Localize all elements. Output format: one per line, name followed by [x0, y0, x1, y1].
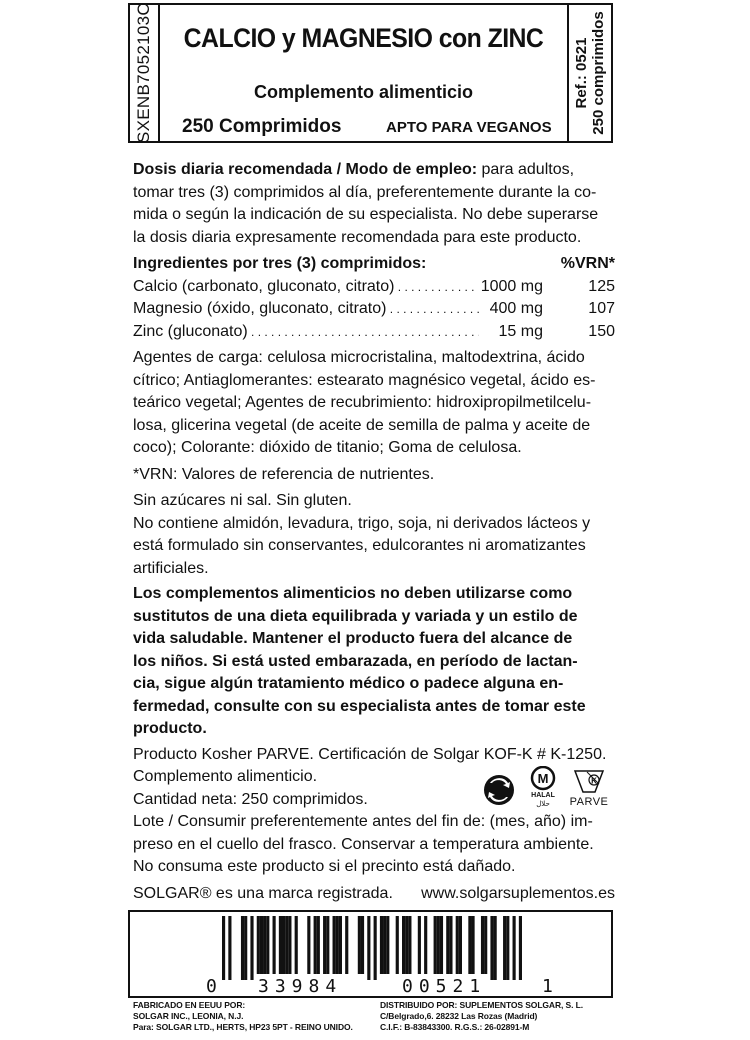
- barcode-bar: [383, 916, 386, 974]
- ingredient-amount: 400 mg: [489, 300, 543, 317]
- vegan-badge: APTO PARA VEGANOS: [386, 119, 552, 136]
- ingredient-vrn: 125: [588, 277, 615, 295]
- barcode-bar: [333, 916, 336, 974]
- barcode-bar: [490, 916, 493, 980]
- barcode-bar: [503, 916, 506, 980]
- barcode-bar: [222, 916, 225, 980]
- barcode-bar: [456, 916, 459, 974]
- ingredient-row: [133, 276, 615, 299]
- excipients-line: cítrico; Antiaglomerantes: estearato magnésico vegetal, ácido es-: [133, 371, 596, 389]
- barcode-bar: [471, 916, 474, 974]
- trademark: SOLGAR® es una marca registrada.: [133, 884, 393, 902]
- ingredients-header: [133, 253, 615, 276]
- excipients-section: [133, 347, 615, 460]
- barcode-bar: [241, 916, 244, 980]
- warning-line: cia, sigue algún tratamiento médico o padece alguna en-: [133, 675, 564, 692]
- ingredient-vrn: 107: [588, 300, 615, 317]
- free-from-line: está formulado sin conservantes, edulcorantes ni aromatizantes: [133, 537, 586, 554]
- barcode-bar: [336, 916, 339, 974]
- barcode-bar: [396, 916, 399, 974]
- website: www.solgarsuplementos.es: [421, 884, 615, 902]
- distributor-line: DISTRIBUIDO POR: SUPLEMENTOS SOLGAR, S. L.: [380, 1000, 583, 1010]
- barcode-digit-last: 1: [542, 976, 554, 997]
- barcode-bar: [484, 916, 487, 974]
- barcode-bar: [506, 916, 509, 980]
- info-line: Lote / Consumir preferentemente antes del fin de: (mes, año) im-: [133, 813, 593, 830]
- barcode-group-right: 00521: [402, 976, 487, 997]
- ingredients-heading: Ingredientes por tres (3) comprimidos:: [133, 255, 427, 272]
- info-line: preso en el cuello del frasco. Conservar a temperatura ambiente.: [133, 835, 594, 853]
- green-dot-recycle-icon: [483, 774, 515, 806]
- barcode-group-left: 33984: [258, 976, 343, 997]
- barcode-bar: [244, 916, 247, 980]
- barcode-bar: [285, 916, 288, 974]
- free-from-line: No contiene almidón, levadura, trigo, soja, ni derivados lácteos y: [133, 514, 591, 532]
- info-line: Producto Kosher PARVE. Certificación de Solgar KOF-K # K-1250.: [133, 745, 607, 763]
- kofk-label: K: [591, 776, 597, 786]
- barcode-bar: [263, 916, 266, 974]
- ref-number: Ref.: 0521: [573, 37, 590, 109]
- barcode-bar: [326, 916, 329, 974]
- header-box: [128, 3, 613, 143]
- barcode-bar: [386, 916, 389, 974]
- dosage-label: Dosis diaria recomendada / Modo de empleo:: [133, 161, 478, 178]
- barcode-bar: [481, 916, 484, 974]
- distributor-info: [380, 1000, 615, 1033]
- distributor-line: C/Belgrado,6. 28232 Las Rozas (Madrid): [380, 1011, 538, 1021]
- barcode-bars: [222, 916, 522, 980]
- barcode-bar: [367, 916, 370, 980]
- info-line: Complemento alimenticio.: [133, 768, 318, 785]
- ingredient-name: Magnesio (óxido, gluconato, citrato) . . .: [133, 298, 479, 321]
- barcode-bar: [374, 916, 377, 980]
- excipients-line: losa, glicerina vegetal (de aceite de semilla de palma y aceite de: [133, 416, 591, 434]
- dosage-line: la dosis diaria expresamente recomendada para este producto.: [133, 228, 582, 246]
- barcode-bar: [279, 916, 282, 974]
- barcode-bar: [459, 916, 462, 974]
- ingredient-vrn: 150: [588, 322, 615, 340]
- excipients-line: coco); Colorante: dióxido de titanio; Goma de celulosa.: [133, 439, 522, 456]
- parve-label: PARVE: [569, 796, 609, 808]
- ref-count: 250 comprimidos: [590, 11, 607, 135]
- ingredient-row: [133, 298, 615, 321]
- barcode-bar: [513, 916, 516, 980]
- barcode-bar: [317, 916, 320, 974]
- svg-text:M: M: [537, 771, 549, 786]
- barcode-bar: [307, 916, 310, 974]
- excipients-line: teárico vegetal; Agentes de recubrimiento: hidroxipropilmetilcelu-: [133, 394, 592, 411]
- barcode-bar: [257, 916, 260, 974]
- barcode-bar: [468, 916, 471, 974]
- warning-line: fermedad, consulte con su especialista antes de tomar este: [133, 697, 586, 715]
- barcode-digit-first: 0: [206, 976, 218, 997]
- free-from-section: [133, 490, 615, 580]
- barcode-bar: [402, 916, 405, 974]
- ref-column: [567, 5, 611, 141]
- dosage-line: para adultos,: [477, 161, 575, 178]
- info-line: No consuma este producto si el precinto está dañado.: [133, 858, 516, 875]
- barcode-bar: [358, 916, 361, 974]
- trademark-line: [133, 883, 615, 906]
- product-code: SXENB7052103C: [134, 3, 153, 143]
- vrn-note: *VRN: Valores de referencia de nutrientes.: [133, 465, 435, 483]
- warning-line: vida saludable. Mantener el producto fuera del alcance de: [133, 630, 573, 647]
- barcode-bar: [361, 916, 364, 974]
- manufacturer-line: FABRICADO EN EEUU POR:: [133, 1000, 246, 1010]
- warning-line: producto.: [133, 720, 207, 737]
- vrn-heading: %VRN*: [560, 255, 615, 272]
- barcode-bar: [380, 916, 383, 974]
- barcode-bar: [345, 916, 348, 974]
- barcode-bar: [519, 916, 522, 980]
- barcode-bar: [314, 916, 317, 974]
- barcode-bar: [288, 916, 291, 974]
- barcode-bar: [424, 916, 427, 974]
- barcode-bar: [339, 916, 342, 974]
- barcode-bar: [260, 916, 263, 974]
- product-code-column: [130, 5, 160, 141]
- barcode-bar: [250, 916, 253, 980]
- barcode-bar: [418, 916, 421, 974]
- ingredient-amount: 1000 mg: [480, 277, 543, 295]
- halal-label: HALAL: [531, 792, 555, 799]
- ref-text: [573, 11, 607, 134]
- tablet-count: 250 Comprimidos: [182, 116, 342, 137]
- barcode-bar: [273, 916, 276, 974]
- barcode-bar: [266, 916, 269, 974]
- barcode-bar: [282, 916, 285, 974]
- dosage-line: tomar tres (3) comprimidos al día, preferentemente durante la co-: [133, 183, 597, 201]
- info-line: Cantidad neta: 250 comprimidos.: [133, 790, 368, 808]
- barcode-bar: [405, 916, 408, 974]
- ingredient-amount: 15 mg: [498, 322, 543, 340]
- halal-certification-icon: [527, 766, 559, 808]
- barcode-bar: [323, 916, 326, 974]
- manufacturer-info: [133, 1000, 363, 1033]
- barcode-bar: [437, 916, 440, 974]
- barcode-bar: [408, 916, 411, 974]
- product-title: CALCIO y MAGNESIO con ZINC: [183, 23, 544, 53]
- product-subtitle: Complemento alimenticio: [253, 82, 474, 102]
- manufacturer-line: SOLGAR INC., LEONIA, N.J.: [133, 1011, 244, 1021]
- warning-line: los niños. Si está usted embarazada, en período de lactan-: [133, 652, 578, 670]
- free-from-line: artificiales.: [133, 559, 209, 577]
- barcode-bar: [494, 916, 497, 980]
- excipients-line: Agentes de carga: celulosa microcristalina, maltodextrina, ácido: [133, 349, 585, 366]
- barcode-bar: [295, 916, 298, 974]
- dosage-section: [133, 159, 615, 249]
- kof-k-parve-icon: [565, 768, 613, 808]
- barcode-bar: [449, 916, 452, 974]
- ingredient-row: [133, 321, 615, 344]
- barcode-bar: [434, 916, 437, 974]
- manufacturer-line: Para: SOLGAR LTD., HERTS, HP23 5PT - REINO UNIDO.: [133, 1022, 353, 1032]
- dosage-line: mida o según la indicación de su especialista. No debe superarse: [133, 206, 599, 223]
- ingredients-table: [133, 253, 615, 343]
- ingredient-name: Calcio (carbonato, gluconato, citrato) . . .: [133, 276, 477, 299]
- barcode-bar: [446, 916, 449, 974]
- info-section: [133, 744, 615, 879]
- barcode-bar: [228, 916, 231, 980]
- warning-section: [133, 583, 615, 741]
- distributor-line: C.I.F.: B-83843300. R.G.S.: 26-02891-M: [380, 1022, 530, 1032]
- barcode-box: [128, 910, 613, 998]
- free-from-line: Sin azúcares ni sal. Sin gluten.: [133, 492, 352, 509]
- halal-arabic-label: حلال: [536, 800, 550, 808]
- warning-line: sustitutos de una dieta equilibrada y variada y un estilo de: [133, 607, 578, 625]
- ingredient-name: Zinc (gluconato) . . .: [133, 321, 479, 344]
- warning-line: Los complementos alimenticios no deben utilizarse como: [133, 585, 573, 602]
- barcode-bar: [440, 916, 443, 974]
